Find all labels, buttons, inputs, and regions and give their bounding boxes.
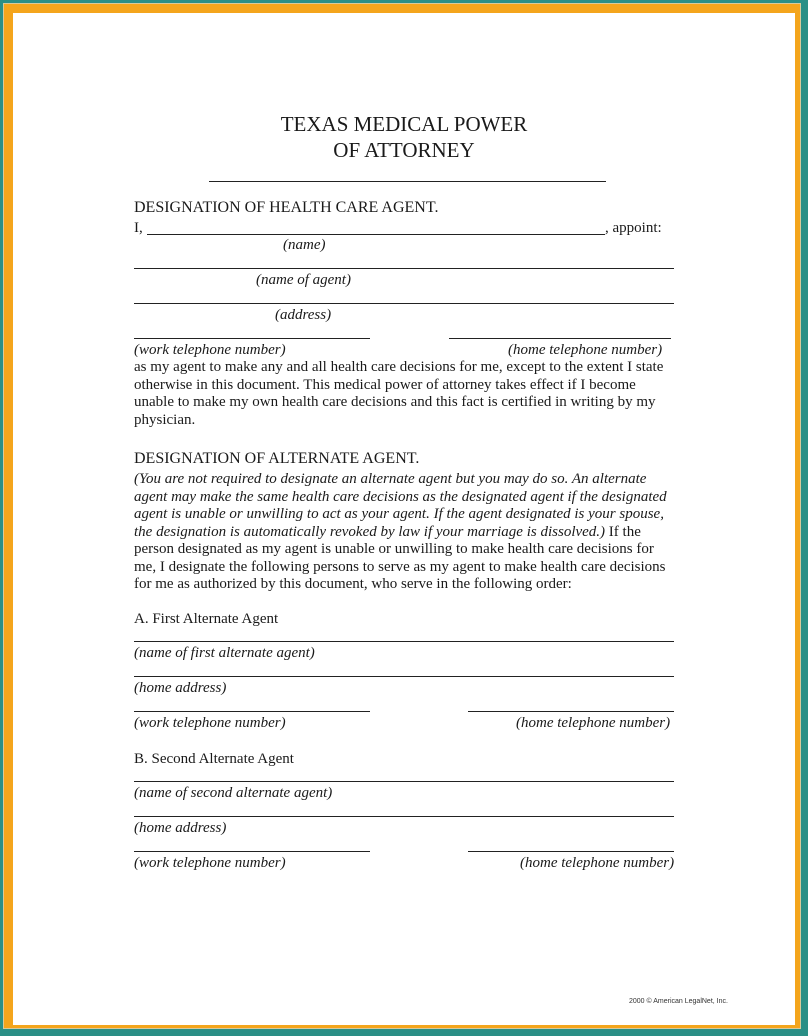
name-caption: (name) — [283, 237, 326, 253]
alternate-italic-line: (You are not required to designate an alternate agent but you may do so. An alternate — [134, 471, 647, 487]
alternate-plain-line: person designated as my agent is unable or unwilling to make health care decisions for — [134, 541, 654, 557]
first-alternate-address-line[interactable] — [134, 676, 674, 677]
agent-name-line[interactable] — [134, 268, 674, 269]
second-alternate-work-phone-line[interactable] — [134, 851, 370, 852]
first-alternate-name-line[interactable] — [134, 641, 674, 642]
agent-work-phone-caption: (work telephone number) — [134, 342, 286, 358]
i-label: I, — [134, 220, 143, 236]
alternate-plain-line: me, I designate the following persons to serve as my agent to make health care decisions — [134, 558, 666, 575]
first-alternate-address-caption: (home address) — [134, 680, 227, 696]
alternate-mixed-plain: If the — [605, 523, 641, 540]
document-title-line1: TEXAS MEDICAL POWER — [280, 112, 528, 136]
document-title-line2: OF ATTORNEY — [333, 138, 475, 162]
second-alternate-name-line[interactable] — [134, 781, 674, 782]
second-alternate-address-line[interactable] — [134, 816, 674, 817]
agent-body-line: physician. — [134, 411, 196, 428]
second-alternate-label: B. Second Alternate Agent — [134, 751, 294, 767]
agent-address-line[interactable] — [134, 303, 674, 304]
agent-body-line: as my agent to make any and all health care decisions for me, except to the extent I state — [134, 359, 664, 375]
second-alternate-name-caption: (name of second alternate agent) — [134, 785, 333, 801]
document-frame — [3, 3, 801, 1029]
first-alternate-name-caption: (name of first alternate agent) — [134, 645, 315, 661]
appoint-label: , appoint: — [605, 220, 662, 236]
alternate-italic-line: agent may make the same health care decisions as the designated agent if the designated — [134, 488, 667, 505]
agent-body-paragraph — [134, 359, 679, 429]
title-underline — [209, 181, 606, 182]
alternate-italic-line: agent is unable or unwilling to act as your agent. If the agent designated is your spouse, — [134, 506, 664, 522]
agent-work-phone-line[interactable] — [134, 338, 370, 339]
agent-body-line: otherwise in this document. This medical power of attorney takes effect if I become — [134, 376, 636, 393]
document-page — [13, 13, 795, 1025]
agent-address-caption: (address) — [275, 307, 332, 323]
agent-body-line: unable to make my own health care decisions and this fact is certified in writing by my — [134, 394, 656, 410]
first-alternate-home-phone-caption: (home telephone number) — [516, 715, 671, 731]
first-alternate-work-phone-line[interactable] — [134, 711, 370, 712]
first-alternate-label: A. First Alternate Agent — [134, 611, 279, 627]
alternate-plain-line: for me as authorized by this document, who serve in the following order: — [134, 576, 572, 592]
copyright-notice: 2000 © American LegalNet, Inc. — [629, 998, 728, 1005]
alternate-section-heading: DESIGNATION OF ALTERNATE AGENT. — [134, 450, 420, 467]
second-alternate-home-phone-line[interactable] — [468, 851, 674, 852]
agent-name-caption: (name of agent) — [256, 272, 351, 288]
principal-name-line[interactable] — [147, 234, 605, 235]
agent-section-heading: DESIGNATION OF HEALTH CARE AGENT. — [134, 199, 439, 216]
agent-home-phone-caption: (home telephone number) — [508, 342, 663, 358]
second-alternate-address-caption: (home address) — [134, 820, 227, 836]
alternate-mixed-italic: the designation is automatically revoked by law if your marriage is dissolved.) — [134, 523, 606, 540]
alternate-mixed-line — [134, 524, 679, 542]
agent-home-phone-line[interactable] — [449, 338, 671, 339]
first-alternate-work-phone-caption: (work telephone number) — [134, 715, 286, 731]
second-alternate-home-phone-caption: (home telephone number) — [520, 855, 675, 871]
second-alternate-work-phone-caption: (work telephone number) — [134, 855, 286, 871]
alternate-body-paragraph — [134, 471, 679, 594]
first-alternate-home-phone-line[interactable] — [468, 711, 674, 712]
